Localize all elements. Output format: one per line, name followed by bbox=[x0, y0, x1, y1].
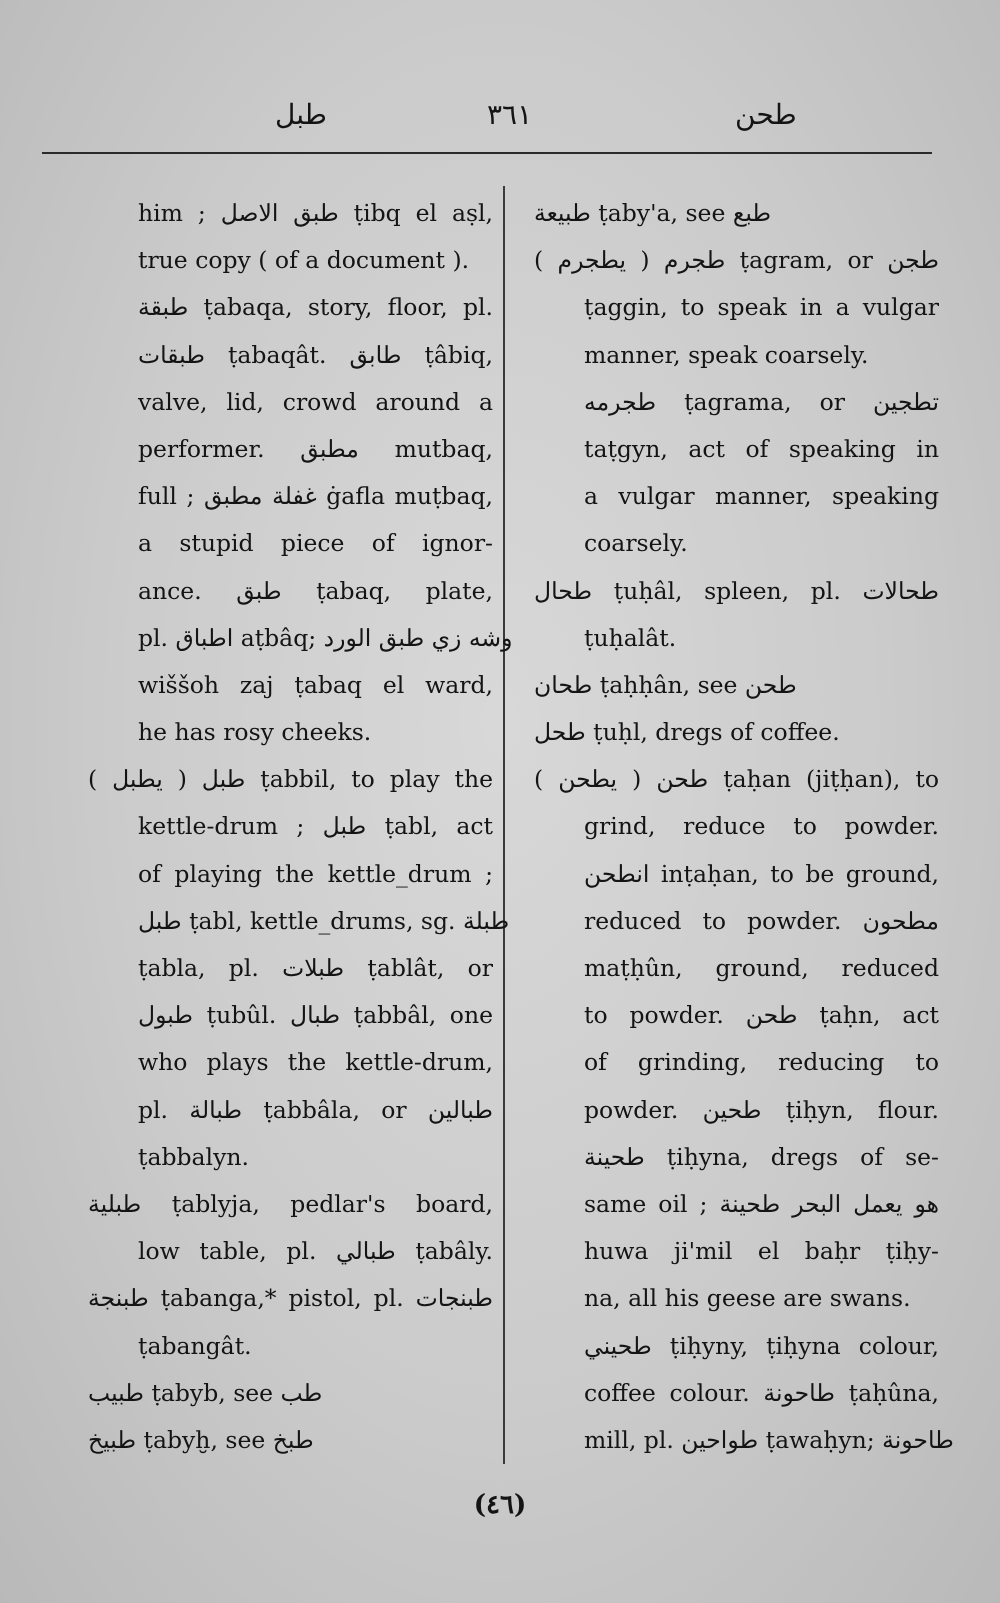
text-line: low table, pl. طبالي ṭabâly. bbox=[138, 1237, 493, 1266]
text-line: ṭabangât. bbox=[138, 1331, 252, 1360]
text-line: طبنجة ṭabanga,* pistol, pl. طبنجات bbox=[88, 1284, 493, 1313]
text-line: طحال ṭuḥâl, spleen, pl. طحالات bbox=[534, 576, 939, 605]
text-line: huwa ji'mil el baḥr ṭiḥy- bbox=[584, 1237, 939, 1266]
text-line: طبيب ṭabyb, see طب bbox=[88, 1378, 323, 1407]
text-line: who plays the kettle-drum, bbox=[138, 1048, 493, 1077]
header-rule bbox=[42, 152, 932, 154]
text-line: true copy ( of a document ). bbox=[138, 246, 470, 275]
text-line: valve, lid, crowd around a bbox=[138, 387, 493, 416]
text-line: طحن ( يطحن ) ṭaḥan (jiṭḥan), to bbox=[534, 765, 939, 794]
text-line: powder. طحين ṭiḥyn, flour. bbox=[584, 1095, 939, 1124]
column-divider bbox=[503, 186, 505, 1464]
text-line: ance. طبق ṭabaq, plate, bbox=[138, 576, 493, 605]
text-line: ṭabbalyn. bbox=[138, 1142, 249, 1171]
right-column bbox=[534, 190, 954, 1464]
left-column bbox=[88, 190, 513, 1464]
text-line: performer. مطبق mutbaq, bbox=[138, 434, 494, 463]
text-line: طحل ṭuḥl, dregs of coffee. bbox=[534, 718, 840, 747]
header-page-number: ٣٦١ bbox=[487, 98, 533, 131]
text-line: طبقة ṭabaqa, story, floor, pl. bbox=[138, 293, 493, 322]
text-line: of grinding, reducing to bbox=[584, 1048, 939, 1077]
header-left-word: طبل bbox=[275, 98, 327, 131]
text-line: طبول ṭubûl. طبال ṭabbâl, one bbox=[138, 1001, 493, 1030]
text-line: of playing the kettle_drum ; bbox=[138, 859, 493, 888]
text-line: a vulgar manner, speaking bbox=[584, 482, 939, 511]
text-line: a stupid piece of ignor- bbox=[138, 529, 493, 558]
text-line: طبل ( يطبل ) ṭabbil, to play the bbox=[88, 765, 493, 794]
text-line: same oil ; هو يعمل البحر طحينة bbox=[584, 1189, 939, 1218]
text-line: طجرمه ṭagrama, or تطجين bbox=[584, 387, 939, 416]
text-line: طحيني ṭiḥyny, ṭiḥyna colour, bbox=[584, 1331, 939, 1360]
text-line: ṭaggin, to speak in a vulgar bbox=[584, 293, 939, 322]
header-right-word: طحن bbox=[735, 98, 797, 131]
text-line: ṭuḥalât. bbox=[584, 623, 677, 652]
text-line: طبيعة ṭaby'a, see طبع bbox=[534, 199, 772, 227]
text-line: طجرم ( يطجرم ) ṭagram, or طجن bbox=[534, 246, 939, 275]
running-header bbox=[0, 98, 1000, 138]
text-line: wiššoh zaj ṭabaq el ward, bbox=[138, 670, 493, 699]
text-line: taṭgyn, act of speaking in bbox=[584, 434, 939, 463]
footer-page-number: (٤٦) bbox=[473, 1490, 527, 1520]
text-line: manner, speak coarsely. bbox=[584, 340, 869, 369]
text-line: pl. طبالة ṭabbâla, or طبالين bbox=[138, 1095, 494, 1124]
text-line: full ; غفلة مطبق ġafla muṭbaq, bbox=[138, 482, 493, 511]
text-line: طحينة ṭiḥyna, dregs of se- bbox=[584, 1142, 939, 1171]
text-line: طبيخ ṭabyḫ, see طبخ bbox=[88, 1425, 314, 1454]
text-line: طبل ṭabl, kettle_drums, sg. طبلة bbox=[138, 906, 510, 935]
text-line: طبقات ṭabaqât. طابق ṭâbiq, bbox=[138, 340, 493, 369]
text-line: he has rosy cheeks. bbox=[138, 718, 372, 747]
text-line: reduced to powder. مطحون bbox=[584, 906, 939, 935]
text-line: grind, reduce to powder. bbox=[584, 812, 939, 841]
text-line: na, all his geese are swans. bbox=[584, 1284, 911, 1313]
text-line: him ; طبق الاصل ṭibq el aṣl, bbox=[138, 199, 493, 227]
text-line: maṭḥûn, ground, reduced bbox=[584, 954, 939, 982]
text-line: pl. اطباق aṭbâq; وشه زي طبق الورد bbox=[138, 623, 513, 652]
text-line: mill, pl. طواحين ṭawaḥyn; طاحونة bbox=[584, 1425, 954, 1454]
text-line: coffee colour. طاحونة ṭaḥûna, bbox=[584, 1378, 939, 1407]
text-line: طبلية ṭablyja, pedlar's board, bbox=[88, 1189, 493, 1218]
text-line: kettle-drum ; طبل ṭabl, act bbox=[138, 812, 493, 841]
text-line: coarsely. bbox=[584, 529, 688, 558]
text-line: انطحن inṭaḥan, to be ground, bbox=[584, 859, 939, 888]
text-line: to powder. طحن ṭaḥn, act bbox=[584, 1001, 939, 1030]
text-line: ṭabla, pl. طبلات ṭablât, or bbox=[138, 954, 493, 982]
text-line: طحان ṭaḥḥân, see طحن bbox=[534, 670, 797, 699]
